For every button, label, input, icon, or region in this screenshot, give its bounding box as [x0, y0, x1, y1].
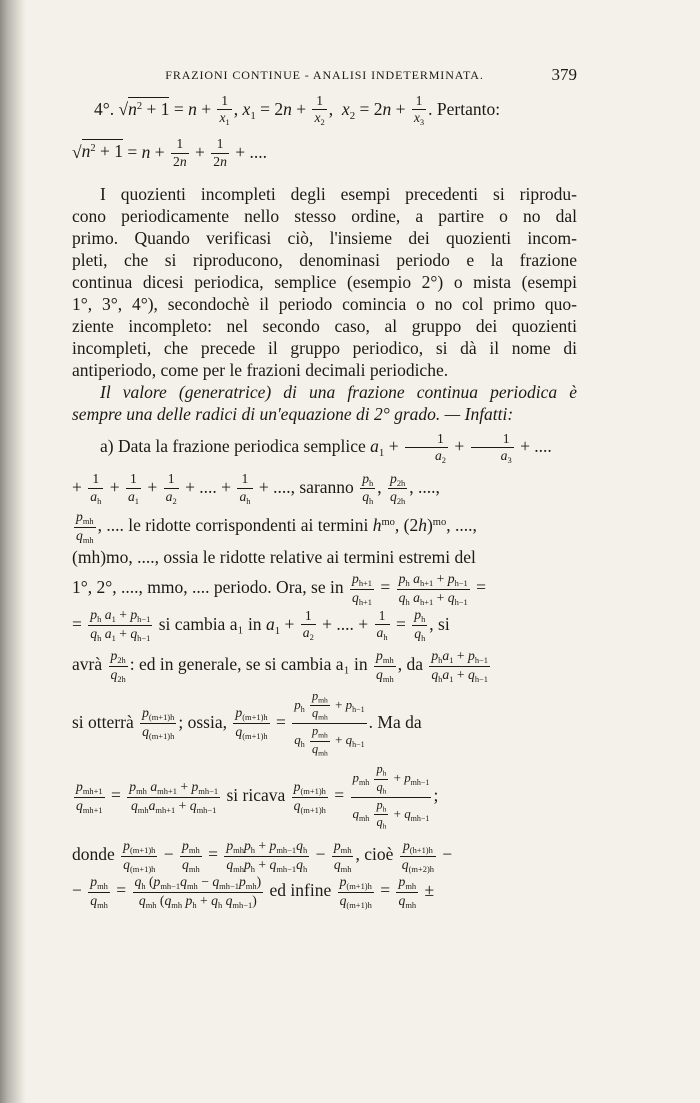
- in-generale-text: : ed in generale, se si cambia a₁ in: [129, 654, 368, 675]
- page-content: [72, 60, 577, 910]
- proof-line-avra: avrà $\frac{p_{2h}}{q_{2h}}$ : ed in generale, se si cambia a₁ in $\frac{p_{mh}}{q_{mh}}$ , da $\frac{p_ha_1 + p_{h-1}}{q_ha_1 + q_{h-1}}$: [72, 648, 489, 684]
- proof-line-infine: − $\frac{p_{mh}}{q_{mh}}$ = $\frac{q_h (p_{mh-1}q_{mh} - q_{mh-1}p_{mh})}{q_{mh} (q_{mh} p_h + q_h q_{mh-1})}$ ed infine $\frac{p_{(m+1)h}}{q_{(m+1)h}}$ = $\frac{p_{mh}}{q_{mh}}$ ±: [72, 874, 435, 910]
- example-4-formula: $√n^2 + 1 = n$ + $\frac{1}{x_1}$ , $x_1 = 2n$ + $\frac{1}{x_2}$ , $x_2 = 2n$ + $\frac{1}{x_3}$ . Pertanto:: [118, 93, 501, 128]
- ed-infine-text: ed infine: [269, 880, 332, 901]
- ma-da-text: . Ma da: [368, 711, 422, 732]
- proof-line-terms: + $\frac{1}{a_h}$ + $\frac{1}{a_1}$ + $\frac{1}{a_2}$ + .... + $\frac{1}{a_h}$ + ...., saranno $\frac{p_h}{q_h}$ , $\frac{p_{2h}}{q_{2h}}$ , ....,: [72, 470, 440, 507]
- paragraph-line: ziente incompleto: nel secondo caso, al gruppo dei quozienti: [72, 316, 577, 337]
- paragraph-line: I quozienti incompleti degli esempi precedenti si riprodu-: [100, 184, 577, 205]
- proof-line-ottera: si otterrà $\frac{p_{(m+1)h}}{q_{(m+1)h}}$ ; ossia, $\frac{p_{(m+1)h}}{q_{(m+1)h}}$ = $p_h$ $\frac{p_{mh}}{q_{mh}}$ + $p_{h-1}$ $q_h$ $\frac{p_{mh}}{q_{mh}}$ + $q_{h-1}$ . Ma da: [72, 688, 422, 758]
- page-edge-shadow: [0, 0, 26, 1103]
- donde-text: donde: [72, 844, 115, 865]
- theorem-statement: [72, 381, 577, 425]
- proof-line-donde: donde $\frac{p_{(m+1)h}}{q_{(m+1)h}}$ − $\frac{p_{mh}}{q_{mh}}$ = $\frac{p_{mh}p_h + p_{mh-1}q_h}{q_{mh}p_h + q_{mh-1}q_h}$ − $\frac{p_{mh}}{q_{mh}}$ , cioè $\frac{p_{(h+1)h}}{q_{(m+2)h}}$ −: [72, 837, 453, 874]
- saranno-text: saranno: [299, 476, 354, 497]
- si-text: si: [438, 613, 450, 634]
- ridotte-text: .... le ridotte corrispondenti ai termini: [106, 515, 369, 536]
- paragraph-line: continua dicesi periodica, semplice (esempio 2°) o mista (esempi: [72, 272, 577, 293]
- example-4-line: [94, 90, 577, 133]
- paragraph-line: cono periodicamente nello stesso ordine, a partire o no dal: [72, 206, 577, 227]
- proof-line-a: a) Data la frazione periodica semplice $a_1$ + $\frac{1}{a_2}$ + $\frac{1}{a_3}$ + ....: [100, 430, 552, 465]
- si-ottera-text: si otterrà: [72, 711, 134, 732]
- cioe-text: cioè: [364, 844, 394, 865]
- avra-text: avrà: [72, 654, 103, 675]
- example-4-label: 4°.: [94, 98, 115, 119]
- theorem-line: [72, 381, 577, 403]
- paragraph-line: antiperiodo, come per le frazioni decimali periodiche.: [72, 360, 449, 381]
- example-4-result: $√n^2 + 1 = n$ + $\frac{1}{2n}$ + $\frac{1}{2n}$ + ....: [72, 136, 268, 169]
- page-number: 379: [551, 65, 577, 84]
- paragraph-line: 1°, 3°, 4°), secondochè il periodo comincia o no col primo quo-: [72, 294, 577, 315]
- si-ricava-text: si ricava: [226, 785, 286, 806]
- paragraph-periodic: [72, 183, 577, 381]
- proof-line-periodo: 1°, 2°, ...., mmo, .... periodo. Ora, se in $\frac{p_{h+1}}{q_{h+1}}$ = $\frac{p_h a_{h+1} + p_{h-1}}{q_h a_{h+1} + q_{h-1}}$ =: [72, 571, 487, 607]
- si-cambia-text: si cambia a₁ in: [158, 613, 262, 634]
- paragraph-line: primo. Quando verificasi ciò, l'insieme dei quozienti incom-: [72, 228, 577, 249]
- periodo-text: 1°, 2°, ...., mmo, .... periodo. Ora, se in: [72, 577, 344, 598]
- theorem-text: Il valore (generatrice) di una frazione continua periodica è: [100, 382, 577, 403]
- proof-line-ricava: $\frac{p_{mh+1}}{q_{mh+1}}$ = $\frac{p_{mh} a_{mh+1} + p_{mh-1}}{q_{mh}a_{mh+1} + q_{mh-1}}$ si ricava $\frac{p_{(m+1)h}}{q_{(m+1)h}}$ = $p_{mh}$ $\frac{p_h}{q_h}$ + $p_{mh-1}$ $q_{mh}$ $\frac{p_h}{q_h}$ + $q_{mh-1}$ ;: [76, 762, 439, 832]
- paragraph-line: pleti, che si riproducono, denominasi periodo e la frazione: [72, 250, 577, 271]
- proof-line-cambia: = $\frac{p_h a_1 + p_{h-1}}{q_h a_1 + q_{h-1}}$ si cambia a₁ in $a_1$ + $\frac{1}{a_2}$ + .... + $\frac{1}{a_h}$ = $\frac{p_h}{q_h}$ , si: [72, 607, 450, 644]
- proof-intro: a) Data la frazione periodica semplice: [100, 436, 366, 457]
- paragraph-line: incompleti, che precede il gruppo periodico, si dà il nome di: [72, 338, 577, 359]
- running-header: [72, 60, 577, 90]
- theorem-text: sempre una delle radici di un'equazione di 2° grado. — Infatti:: [72, 404, 514, 425]
- proof-line-mh: (mh)mo, ...., ossia le ridotte relative ai termini estremi del: [72, 547, 476, 568]
- proof-line-ridotte: $\frac{p_{mh}}{q_{mh}}$ , .... le ridotte corrispondenti ai termini $h^{mo}$, $(2h)^{mo}$, ....,: [76, 508, 477, 545]
- ossia-text: ; ossia,: [178, 711, 227, 732]
- header-title: FRAZIONI CONTINUE - ANALISI INDETERMINATA.: [165, 68, 484, 82]
- theorem-line: [72, 403, 577, 425]
- da-text: da: [406, 654, 423, 675]
